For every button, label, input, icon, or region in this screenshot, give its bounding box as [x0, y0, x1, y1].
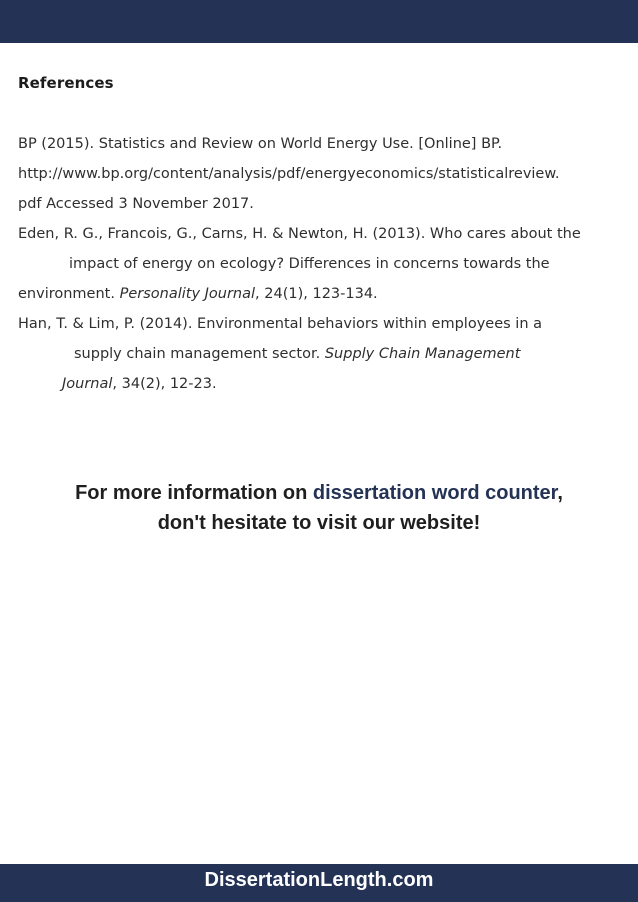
- reference-3-line-2: [74, 345, 520, 363]
- reference-2-text: environment.: [18, 286, 120, 302]
- reference-3-line-3: [62, 375, 217, 393]
- dissertation-word-counter-link[interactable]: dissertation word counter: [312, 482, 558, 504]
- reference-2-journal-title: Personality Journal: [119, 286, 256, 302]
- reference-3-journal-title: Supply Chain Management: [324, 346, 521, 362]
- reference-3-volume: , 34(2), 12-23.: [112, 376, 217, 392]
- reference-2-line-3: [18, 285, 378, 303]
- footer-site-link[interactable]: DissertationLength.com: [204, 869, 434, 891]
- promo-line-2: don't hesitate to visit our website!: [157, 512, 481, 534]
- references-heading: References: [18, 74, 114, 92]
- reference-2-line-2: impact of energy on ecology? Differences in concerns towards the: [69, 256, 550, 272]
- reference-1-line-1: BP (2015). Statistics and Review on World Energy Use. [Online] BP.: [18, 136, 503, 152]
- reference-2-volume: , 24(1), 123-134.: [255, 286, 378, 302]
- reference-1-line-3: pdf Accessed 3 November 2017.: [18, 196, 254, 212]
- reference-3-text: supply chain management sector.: [74, 346, 325, 362]
- promo-line-1: [0, 478, 638, 508]
- header-bar: [0, 0, 638, 43]
- reference-1-url-link[interactable]: http://www.bp.org/content/analysis/pdf/energyeconomics/statisticalreview.: [18, 166, 560, 182]
- promo-suffix: ,: [557, 482, 563, 504]
- reference-3-line-1: Han, T. & Lim, P. (2014). Environmental behaviors within employees in a: [18, 316, 543, 332]
- reference-2-line-1: Eden, R. G., Francois, G., Carns, H. & Newton, H. (2013). Who cares about the: [18, 226, 581, 242]
- reference-3-journal-title-end: Journal: [62, 376, 113, 392]
- promo-prefix: For more information on: [75, 482, 313, 504]
